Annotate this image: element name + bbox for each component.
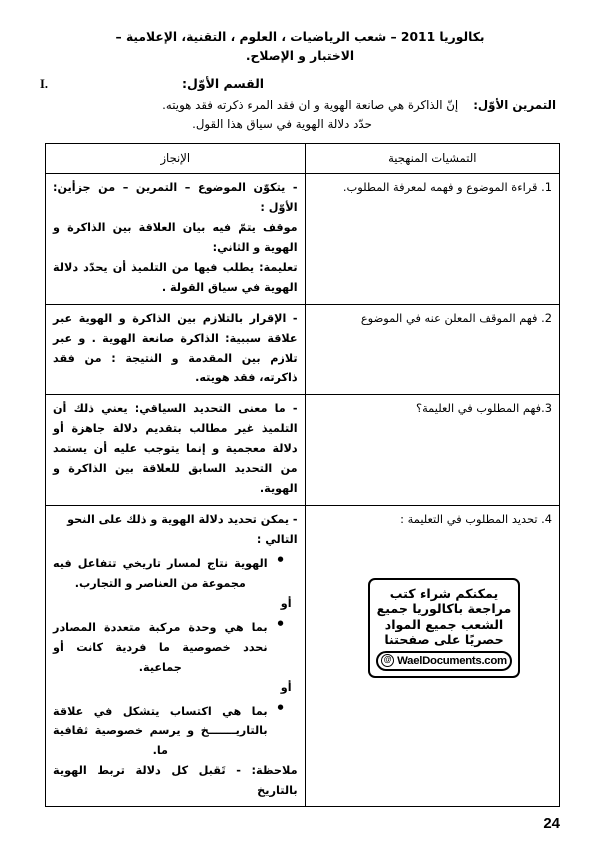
cell-method-3: 3.فهم المطلوب في العليمة؟ bbox=[305, 395, 559, 506]
at-sign-icon: @ bbox=[381, 654, 394, 667]
work-line: - ما معنى التحديد السياقي: يعني ذلك أن التلميذ غير مطالب بتقديم دلالة جاهزة أو دلالة معجمية و إنما يتوجب عليه أن يستمد من التحديد السابق للعلاقة بين الذاكرة و الهوية. bbox=[53, 402, 298, 496]
exercise-statement-line bbox=[48, 96, 556, 115]
exercise-instruction-line bbox=[48, 115, 556, 134]
cell-method-1: 1. قراءة الموضوع و فهمه لمعرفة المطلوب. bbox=[305, 174, 559, 305]
work-bullet-list bbox=[53, 702, 298, 762]
exercise-block bbox=[40, 96, 556, 134]
or-separator: أو bbox=[280, 596, 292, 610]
table-header-row bbox=[46, 144, 560, 174]
work-line: - الإقرار بالتلازم بين الذاكرة و الهوية عبر علاقة سببية: الذاكرة صانعة الهوية . و عبر تلازم بين المقدمة و النتيجة : من فقد ذاكرته، فقد هويته. bbox=[53, 311, 298, 385]
work-bullet-list bbox=[53, 554, 298, 594]
cell-method-2: 2. فهم الموقف المعلن عنه في الموضوع bbox=[305, 304, 559, 395]
section-heading bbox=[40, 76, 556, 92]
methodology-table bbox=[45, 143, 560, 807]
table-row bbox=[46, 304, 560, 395]
cell-work-4 bbox=[46, 506, 306, 807]
document-header bbox=[0, 0, 600, 66]
stamp-line-2: مراجعة باكالوريا جميع bbox=[376, 601, 512, 617]
section-block bbox=[0, 76, 600, 134]
exercise-instruction: حدّد دلالة الهوية في سياق هذا القول. bbox=[192, 117, 372, 132]
table-head bbox=[46, 144, 560, 174]
exercise-label: التمرين الأوّل: bbox=[473, 98, 556, 113]
table-row bbox=[46, 395, 560, 506]
work-note: ملاحظة: - تَقبل كل دلالة تربط الهوية بالتاريخ bbox=[53, 764, 298, 797]
watermark-stamp bbox=[368, 578, 520, 678]
list-item: ● بما هي وحدة مركبة متعددة المصادر نحدد خصوصية ما فردية كانت أو جماعية. bbox=[53, 618, 284, 678]
stamp-website-badge bbox=[376, 651, 512, 671]
stamp-line-1: يمكنكم شراء كتب bbox=[389, 586, 499, 601]
stamp-line-3: الشعب جميع المواد bbox=[384, 616, 504, 632]
cell-method-4: 4. تحديد المطلوب في التعليمة : bbox=[305, 506, 559, 807]
cell-work-2 bbox=[46, 304, 306, 395]
work-line: - يتكوّن الموضوع – التمرين – من جزأين: الأوّل : bbox=[53, 181, 298, 214]
work-line: تعليمة: يطلب فيها من التلميذ أن يحدّد دلالة الهوية في سياق القولة . bbox=[53, 260, 298, 294]
column-header-work: الإنجاز bbox=[46, 144, 306, 174]
stamp-line-4: حصريًا على صفحتنا bbox=[384, 632, 504, 648]
stamp-url: WaelDocuments.com bbox=[397, 654, 507, 667]
list-item: ● الهوية نتاج لمسار تاريخي تتفاعل فيه مجموعة من العناصر و التجارب. bbox=[53, 554, 284, 594]
exercise-statement: إنّ الذاكرة هي صانعة الهوية و ان فقد المرء ذكرته فقد هويته. bbox=[162, 98, 459, 113]
or-separator: أو bbox=[280, 680, 292, 694]
work-lead: - يمكن تحديد دلالة الهوية و ذلك على النحو التالي : bbox=[67, 513, 298, 546]
list-item: ● بما هي اكتساب يتشكل في علاقة بالتاريـــــــخ و يرسم خصوصية ثقافية ما. bbox=[53, 702, 284, 762]
section-title: القسم الأوّل: bbox=[182, 76, 265, 92]
cell-work-1 bbox=[46, 174, 306, 305]
page-number: 24 bbox=[543, 815, 560, 832]
work-line: موقف يتمّ فيه بيان العلاقة بين الذاكرة و الهوية و الثاني: bbox=[53, 220, 298, 254]
cell-work-3 bbox=[46, 395, 306, 506]
section-roman-numeral: I. bbox=[40, 77, 48, 92]
table-body bbox=[46, 174, 560, 807]
column-header-method: التمشيات المنهجية bbox=[305, 144, 559, 174]
document-title-line-2: الاختبار و الإصلاح. bbox=[245, 49, 355, 64]
table-row bbox=[46, 174, 560, 305]
document-title-line-1: بكالوريا 2011 – شعب الرياضيات ، العلوم ، التقنية، الإعلامية – bbox=[115, 30, 485, 44]
work-bullet-list bbox=[53, 618, 298, 678]
methodology-table-wrapper bbox=[45, 143, 560, 797]
